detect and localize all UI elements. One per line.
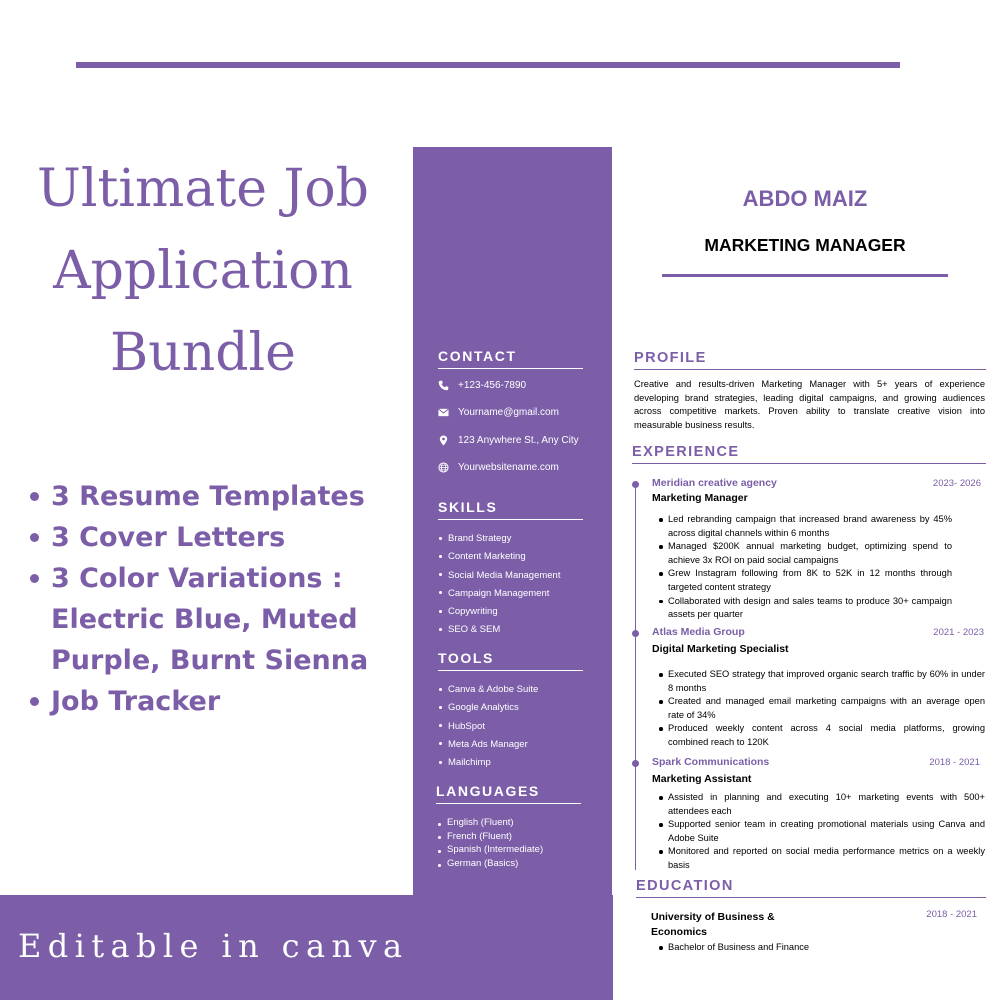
contact-website xyxy=(438,460,598,476)
timeline-dot xyxy=(632,481,639,488)
resume-job-title: MARKETING MANAGER xyxy=(704,235,906,255)
list-item: Social Media Management xyxy=(439,567,599,585)
resume-sidebar xyxy=(413,147,612,900)
profile-text: Creative and results-driven Marketing Manager with 5+ years of experience developing brand strategies, leading digital campaigns, and growing audiences across competitive markets. Proven ability to translate creative vision into measurable business results. xyxy=(634,379,985,430)
globe-icon xyxy=(438,462,449,473)
job-bullets xyxy=(655,668,985,750)
job-company: Spark Communications xyxy=(652,756,770,768)
profile-heading: PROFILE xyxy=(634,350,986,370)
envelope-icon xyxy=(438,407,449,418)
experience-heading: EXPERIENCE xyxy=(632,444,986,464)
skills-heading: SKILLS xyxy=(438,499,583,520)
list-item: Mailchimp xyxy=(439,754,599,772)
feature-item: 3 Resume Templates xyxy=(28,476,408,517)
education-heading: EDUCATION xyxy=(636,878,986,898)
skills-list xyxy=(439,530,599,640)
header-divider xyxy=(662,274,948,277)
email-text: Yourname@gmail.com xyxy=(458,407,559,418)
list-item: Monitored and reported on social media performance metrics on a weekly basis xyxy=(655,845,985,872)
job-company: Atlas Media Group xyxy=(652,626,745,638)
list-item: Produced weekly content across 4 social media platforms, growing combined reach to 120K xyxy=(655,722,985,749)
title-line: Bundle xyxy=(110,323,296,383)
list-item: Google Analytics xyxy=(439,699,599,717)
list-item: Content Marketing xyxy=(439,548,599,566)
list-item: Campaign Management xyxy=(439,585,599,603)
job-years: 2023- 2026 xyxy=(932,478,981,489)
list-item: Spanish (Intermediate) xyxy=(438,843,598,857)
list-item: Canva & Adobe Suite xyxy=(439,681,599,699)
education-bullets xyxy=(655,941,955,955)
website-text: Yourwebsitename.com xyxy=(458,462,559,473)
timeline-dot xyxy=(632,630,639,637)
feature-item: 3 Color Variations : Electric Blue, Muted Purple, Burnt Sienna xyxy=(28,558,408,681)
timeline-dot xyxy=(632,760,639,767)
feature-item: Job Tracker xyxy=(28,681,408,722)
list-item: SEO & SEM xyxy=(439,621,599,639)
list-item: Collaborated with design and sales teams to produce 30+ campaign assets per quarter xyxy=(655,595,952,622)
contact-email xyxy=(438,405,598,421)
languages-list xyxy=(438,816,598,871)
address-text: 123 Anywhere St., Any City xyxy=(458,435,579,446)
contact-address xyxy=(438,433,598,449)
list-item: Copywriting xyxy=(439,603,599,621)
job-years: 2021 - 2023 xyxy=(933,627,984,638)
job-role: Digital Marketing Specialist xyxy=(652,643,789,655)
list-item: HubSpot xyxy=(439,718,599,736)
bundle-title xyxy=(18,148,388,394)
job-bullets xyxy=(655,513,952,622)
list-item: German (Basics) xyxy=(438,857,598,871)
job-years: 2018 - 2021 xyxy=(929,757,980,768)
phone-text: +123-456-7890 xyxy=(458,380,527,391)
job-company: Meridian creative agency xyxy=(652,477,777,489)
timeline-line xyxy=(635,483,636,870)
contact-heading: CONTACT xyxy=(438,348,583,369)
list-item: Grew Instagram following from 8K to 52K in 12 months through targeted content strategy xyxy=(655,567,952,594)
education-school: University of Business & Economics xyxy=(651,911,775,938)
languages-heading: LANGUAGES xyxy=(436,783,581,804)
list-item: Supported senior team in creating promotional materials using Canva and Adobe Suite xyxy=(655,818,985,845)
feature-list xyxy=(28,476,408,722)
phone-icon xyxy=(438,380,449,391)
list-item: French (Fluent) xyxy=(438,830,598,844)
title-line: Application xyxy=(53,241,353,301)
job-role: Marketing Assistant xyxy=(652,773,752,785)
editable-in-canva-text: Editable in canva xyxy=(18,927,409,965)
list-item: Meta Ads Manager xyxy=(439,736,599,754)
tools-list xyxy=(439,681,599,772)
feature-item: 3 Cover Letters xyxy=(28,517,408,558)
title-line: Ultimate Job xyxy=(37,159,369,219)
location-pin-icon xyxy=(438,435,449,446)
list-item: Created and managed email marketing campaigns with an average open rate of 34% xyxy=(655,695,985,722)
list-item: English (Fluent) xyxy=(438,816,598,830)
tools-heading: TOOLS xyxy=(438,650,583,671)
resume-name: ABDO MAIZ xyxy=(742,186,868,211)
top-divider xyxy=(76,62,900,68)
education-years: 2018 - 2021 xyxy=(926,909,977,920)
list-item: Bachelor of Business and Finance xyxy=(655,941,955,955)
job-bullets xyxy=(655,791,985,873)
job-role: Marketing Manager xyxy=(652,492,748,504)
list-item: Managed $200K annual marketing budget, optimizing spend to achieve 3x ROI on paid social campaigns xyxy=(655,540,952,567)
list-item: Led rebranding campaign that increased brand awareness by 45% across digital channels within 6 months xyxy=(655,513,952,540)
list-item: Brand Strategy xyxy=(439,530,599,548)
contact-phone xyxy=(438,378,598,394)
list-item: Assisted in planning and executing 10+ marketing events with 500+ attendees each xyxy=(655,791,985,818)
list-item: Executed SEO strategy that improved organic search traffic by 60% in under 8 months xyxy=(655,668,985,695)
